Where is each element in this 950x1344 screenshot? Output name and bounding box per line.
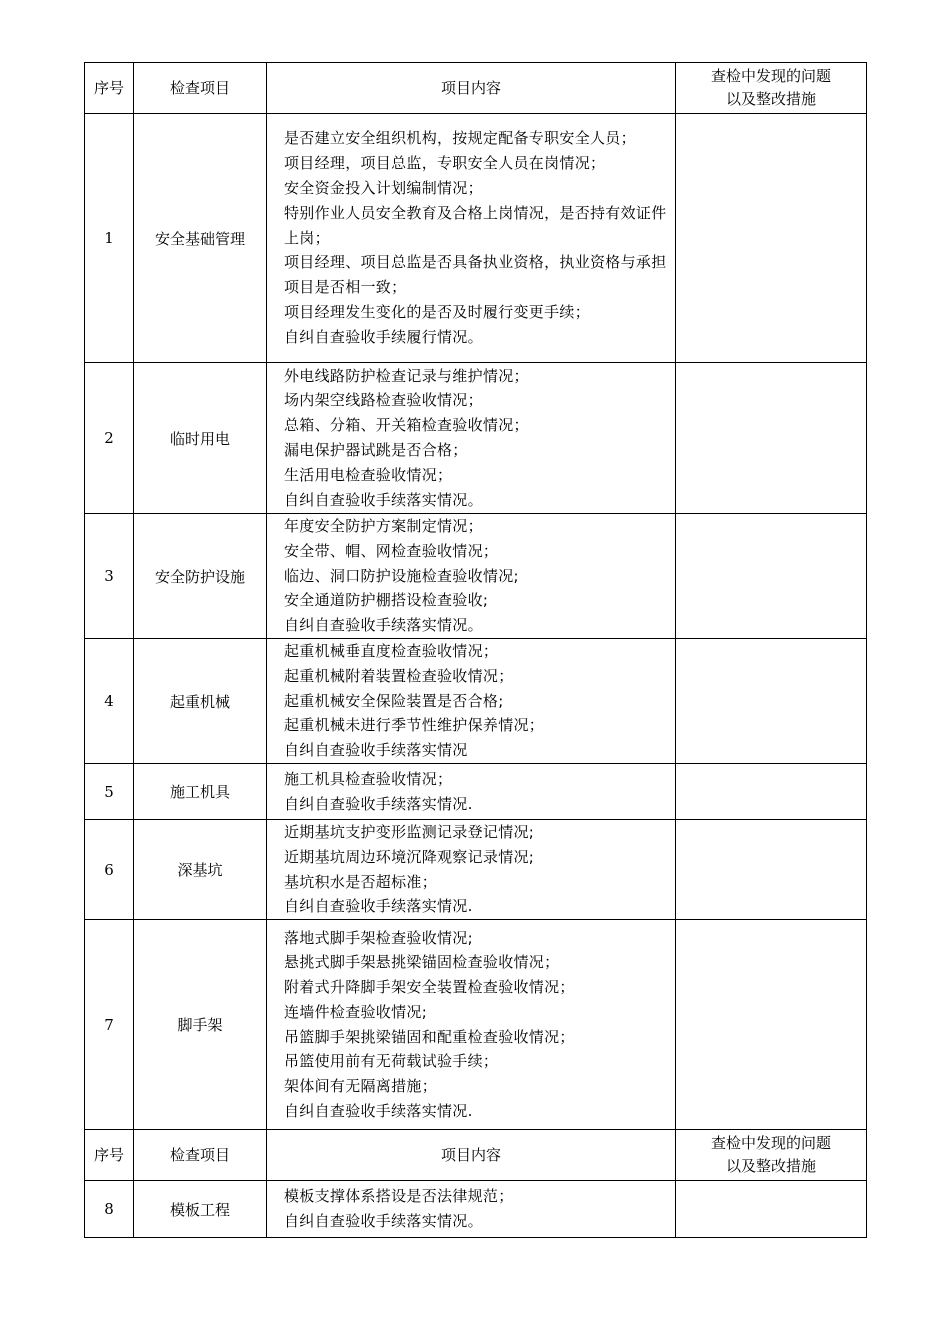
row-issue-cell xyxy=(676,820,867,920)
content-line: 基坑积水是否超标准； xyxy=(284,872,438,891)
content-line: 起重机械附着装置检查验收情况； xyxy=(284,666,514,685)
header-issue-line2: 以及整改措施 xyxy=(725,1157,816,1176)
content-line: 起重机械未进行季节性维护保养情况； xyxy=(284,716,545,735)
table-header-row xyxy=(85,63,867,114)
content-line: 近期基坑支护变形监测记录登记情况; xyxy=(284,823,535,841)
content-line: 吊篮使用前有无荷载试验手续； xyxy=(284,1052,499,1071)
header-issue xyxy=(676,1130,867,1181)
content-line: 总箱、分箱、开关箱检查验收情况； xyxy=(284,416,529,435)
content-line: 安全带、帽、网检查验收情况； xyxy=(284,541,499,560)
content-line: 自纠自查验收手续落实情况. xyxy=(284,897,473,916)
content-line: 安全通道防护棚搭设检查验收; xyxy=(284,591,489,610)
content-line: 自纠自查验收手续落实情况。 xyxy=(284,490,483,509)
content-line: 自纠自查验收手续落实情况. xyxy=(284,794,473,813)
header-item: 检查项目 xyxy=(134,1130,267,1181)
row-issue-cell xyxy=(676,1181,867,1238)
content-line: 自纠自查验收手续履行情况。 xyxy=(284,327,483,346)
row-number: 3 xyxy=(85,514,134,639)
header-item: 检查项目 xyxy=(134,63,267,114)
row-issue-cell xyxy=(676,639,867,764)
row-content xyxy=(267,639,676,764)
content-line: 附着式升降脚手架安全装置检查验收情况； xyxy=(284,978,575,997)
row-issue-cell xyxy=(676,114,867,363)
table-row xyxy=(85,820,867,920)
row-content xyxy=(267,764,676,820)
content-line: 起重机械安全保险装置是否合格; xyxy=(284,691,504,710)
content-line: 自纠自查验收手续落实情况. xyxy=(284,1102,473,1121)
content-line: 外电线路防护检查记录与维护情况； xyxy=(284,366,529,385)
content-line: 模板支撑体系搭设是否法律规范； xyxy=(284,1187,514,1206)
row-item: 安全基础管理 xyxy=(134,114,267,363)
row-item: 安全防护设施 xyxy=(134,514,267,639)
content-line: 施工机具检查验收情况； xyxy=(284,769,453,788)
row-item: 脚手架 xyxy=(134,920,267,1130)
row-issue-cell xyxy=(676,363,867,514)
content-line: 项目经理，项目总监，专职安全人员在岗情况； xyxy=(284,154,606,173)
content-line: 悬挑式脚手架悬挑梁锚固检查验收情况； xyxy=(284,953,560,972)
row-content xyxy=(267,363,676,514)
content-line: 近期基坑周边环境沉降观察记录情况; xyxy=(284,847,535,866)
row-item: 起重机械 xyxy=(134,639,267,764)
table-row xyxy=(85,1181,867,1238)
header-content: 项目内容 xyxy=(267,63,676,114)
row-issue-cell xyxy=(676,764,867,820)
content-line: 架体间有无隔离措施； xyxy=(284,1077,438,1096)
content-line: 是否建立安全组织机构，按规定配备专职安全人员； xyxy=(284,129,636,148)
content-line: 吊篮脚手架挑梁锚固和配重检查验收情况； xyxy=(284,1027,575,1046)
content-line: 临边、洞口防护设施检查验收情况; xyxy=(284,566,519,585)
row-content xyxy=(267,514,676,639)
content-line: 连墙件检查验收情况; xyxy=(284,1002,428,1021)
row-issue-cell xyxy=(676,514,867,639)
row-content xyxy=(267,114,676,363)
table-row xyxy=(85,920,867,1130)
row-content xyxy=(267,920,676,1130)
row-content xyxy=(267,820,676,920)
header-no: 序号 xyxy=(85,63,134,114)
row-number: 6 xyxy=(85,820,134,920)
row-item: 临时用电 xyxy=(134,363,267,514)
row-item: 施工机具 xyxy=(134,764,267,820)
content-line: 自纠自查验收手续落实情况。 xyxy=(284,1212,483,1231)
content-line: 场内架空线路检查验收情况； xyxy=(284,391,483,410)
content-line: 起重机械垂直度检查验收情况； xyxy=(284,642,499,660)
row-item: 模板工程 xyxy=(134,1181,267,1238)
header-issue-line1: 查检中发现的问题 xyxy=(710,1134,831,1153)
row-number: 1 xyxy=(85,114,134,363)
header-no: 序号 xyxy=(85,1130,134,1181)
header-issue xyxy=(676,63,867,114)
table-row xyxy=(85,514,867,639)
content-line: 生活用电检查验收情况； xyxy=(284,465,453,484)
content-line: 自纠自查验收手续落实情况 xyxy=(284,741,468,760)
row-number: 2 xyxy=(85,363,134,514)
row-issue-cell xyxy=(676,920,867,1130)
table-header-row-repeat xyxy=(85,1130,867,1181)
table-row xyxy=(85,639,867,764)
header-issue-line2: 以及整改措施 xyxy=(725,90,816,108)
row-number: 7 xyxy=(85,920,134,1130)
table-row xyxy=(85,363,867,514)
header-issue-line1: 查检中发现的问题 xyxy=(710,67,831,85)
table-row xyxy=(85,114,867,363)
content-line: 特别作业人员安全教育及合格上岗情况，是否持有效证件上岗； xyxy=(284,203,667,247)
safety-inspection-table xyxy=(84,62,867,1238)
row-number: 8 xyxy=(85,1181,134,1238)
content-line: 年度安全防护方案制定情况； xyxy=(284,517,483,535)
header-content: 项目内容 xyxy=(267,1130,676,1181)
content-line: 项目经理发生变化的是否及时履行变更手续； xyxy=(284,302,591,321)
content-line: 安全资金投入计划编制情况； xyxy=(284,179,483,197)
row-number: 4 xyxy=(85,639,134,764)
content-line: 漏电保护器试跳是否合格； xyxy=(284,441,468,459)
row-item: 深基坑 xyxy=(134,820,267,920)
content-line: 落地式脚手架检查验收情况; xyxy=(284,928,473,947)
row-content xyxy=(267,1181,676,1238)
content-line: 自纠自查验收手续落实情况。 xyxy=(284,616,483,635)
content-line: 项目经理、项目总监是否具备执业资格，执业资格与承担项目是否相一致； xyxy=(284,253,667,297)
row-number: 5 xyxy=(85,764,134,820)
table-row xyxy=(85,764,867,820)
